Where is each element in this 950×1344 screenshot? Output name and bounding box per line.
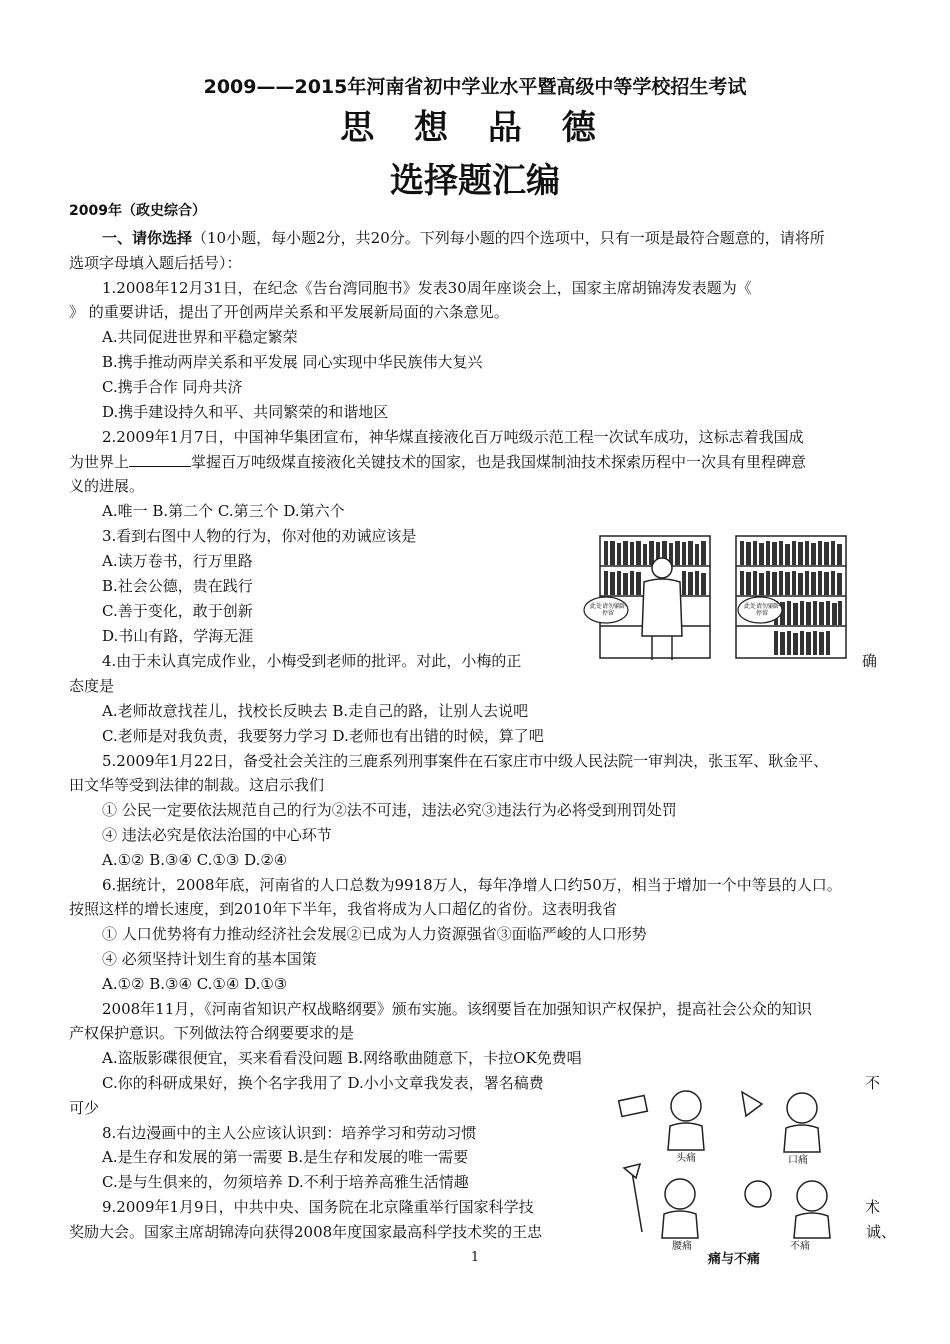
q2-stem: 2.2009年1月7日，中国神华集团宣布，神华煤直接液化百万吨级示范工程一次试车成功，这标志着我国成 xyxy=(102,428,804,446)
answer-blank xyxy=(129,452,191,467)
q6-stem: 6.据统计，2008年底，河南省的人口总数为9918万人，每年净增人口约50万，相当于增加一个中等县的人口。 xyxy=(102,876,842,894)
q2-stem-pre: 为世界上 xyxy=(69,453,130,471)
q6-items-b: ④ 必须坚持计划生育的基本国策 xyxy=(102,950,317,968)
q7-options-cd: C.你的科研成果好，换个名字我用了 D.小小文章我发表，署名稿费 xyxy=(102,1074,544,1092)
part-label: 一、请你选择 xyxy=(102,229,193,247)
part-instructions xyxy=(102,228,825,248)
q1-stem: 1.2008年12月31日，在纪念《告台湾同胞书》发表30周年座谈会上，国家主席胡锦涛发表题为《 xyxy=(102,279,752,297)
q9-stem: 9.2009年1月9日，中共中央、国务院在北京隆重举行国家科学技 xyxy=(102,1198,534,1216)
q2-stem-end: 义的进展。 xyxy=(69,477,145,495)
q1-option-a: A.共同促进世界和平稳定繁荣 xyxy=(102,328,298,346)
q7-stem-cont: 产权保护意识。下列做法符合纲要要求的是 xyxy=(69,1024,355,1042)
q3-option-b: B.社会公德，贵在践行 xyxy=(102,577,253,595)
q1-option-d: D.携手建设持久和平、共同繁荣的和谐地区 xyxy=(102,403,389,421)
part-instructions-text: （10小题，每小题2分，共20分。下列每小题的四个选项中，只有一项是最符合题意的，请将所 xyxy=(192,229,825,247)
q4-options-ab: A.老师故意找茬儿，找校长反映去 B.走自己的路，让别人去说吧 xyxy=(102,702,529,720)
q5-options: A.①② B.③④ C.①③ D.②④ xyxy=(102,851,288,869)
pain-cartoon xyxy=(612,1082,852,1270)
q9-stem-cont-tail: 诚、 xyxy=(866,1223,897,1241)
q7-options-tail: 不 xyxy=(865,1074,881,1092)
q2-stem-cont xyxy=(69,452,806,472)
cartoon-label-back: 腰痛 xyxy=(672,1241,692,1252)
subject-title: 思 想 品 德 xyxy=(340,108,610,148)
q5-items-a: ① 公民一定要依法规范自己的行为②法不可违，违法必究③违法行为必将受到刑罚处罚 xyxy=(102,801,677,819)
q3-option-c: C.善于变化，敢于创新 xyxy=(102,602,253,620)
cartoon-caption: 痛与不痛 xyxy=(708,1252,761,1267)
q8-stem: 8.右边漫画中的主人公应该认识到：培养学习和劳动习惯 xyxy=(102,1124,477,1142)
q1-option-c: C.携手合作 同舟共济 xyxy=(102,378,243,396)
q1-stem-cont: 》 的重要讲话，提出了开创两岸关系和平发展新局面的六条意见。 xyxy=(69,303,509,321)
part-instructions-cont: 选项字母填入题后括号）： xyxy=(69,254,242,272)
q7-options-ab: A.盗版影碟很便宜，买来看看没问题 B.网络歌曲随意下，卡拉OK免费唱 xyxy=(102,1049,582,1067)
q9-stem-cont: 奖励大会。国家主席胡锦涛向获得2008年度国家最高科学技术奖的王忠 xyxy=(69,1223,543,1241)
q5-stem: 5.2009年1月22日，备受社会关注的三鹿系列刑事案件在石家庄市中级人民法院一审判决，张玉军、耿金平、 xyxy=(102,752,829,770)
q4-stem: 4.由于未认真完成作业，小梅受到老师的批评。对此，小梅的正 xyxy=(102,652,522,670)
exam-title: 2009——2015年河南省初中学业水平暨高级中等学校招生考试 xyxy=(203,76,747,98)
q6-stem-cont: 按照这样的增长速度，到2010年下半年，我省将成为人口超亿的省份。这表明我省 xyxy=(69,900,618,918)
q9-stem-tail: 术 xyxy=(865,1198,881,1216)
q8-options-cd: C.是与生俱来的，勿须培养 D.不利于培养高雅生活情趣 xyxy=(102,1173,469,1191)
shelf-sign-right: 此处请勿躺卧停留 xyxy=(744,603,781,617)
year-heading: 2009年（政史综合） xyxy=(69,203,206,219)
q3-option-a: A.读万卷书，行万里路 xyxy=(102,552,253,570)
bookshelf-cartoon xyxy=(578,532,860,666)
q8-options-ab: A.是生存和发展的第一需要 B.是生存和发展的唯一需要 xyxy=(102,1148,469,1166)
q7-stem: 2008年11月，《河南省知识产权战略纲要》颁布实施。该纲要旨在加强知识产权保护，提高社会公众的知识 xyxy=(102,1000,812,1018)
q2-stem-post: 掌握百万吨级煤直接液化关键技术的国家，也是我国煤制油技术探索历程中一次具有里程碑意 xyxy=(191,453,807,471)
q4-stem-cont: 态度是 xyxy=(69,677,115,695)
page-number: 1 xyxy=(470,1250,480,1265)
q4-stem-tail: 确 xyxy=(862,652,878,670)
compilation-title: 选择题汇编 xyxy=(390,161,560,201)
q5-stem-cont: 田文华等受到法律的制裁。这启示我们 xyxy=(69,776,325,794)
q3-option-d: D.书山有路，学海无涯 xyxy=(102,627,254,645)
q2-options: A.唯一 B.第二个 C.第三个 D.第六个 xyxy=(102,502,345,520)
q1-option-b: B.携手推动两岸关系和平发展 同心实现中华民族伟大复兴 xyxy=(102,353,483,371)
q3-stem: 3.看到右图中人物的行为，你对他的劝诫应该是 xyxy=(102,527,417,545)
cartoon-label-head: 头痛 xyxy=(676,1153,696,1164)
cartoon-label-mouth: 口痛 xyxy=(788,1155,808,1166)
shelf-sign-left: 此处请勿躺卧停留 xyxy=(590,603,627,617)
q6-items-a: ① 人口优势将有力推动经济社会发展②已成为人力资源强省③面临严峻的人口形势 xyxy=(102,925,647,943)
q5-items-b: ④ 违法必究是依法治国的中心环节 xyxy=(102,826,332,844)
q4-options-cd: C.老师是对我负责，我要努力学习 D.老师也有出错的时候，算了吧 xyxy=(102,727,544,745)
q7-options-end: 可少 xyxy=(69,1099,100,1117)
q6-options: A.①② B.③④ C.①④ D.①③ xyxy=(102,975,288,993)
cartoon-label-none: 不痛 xyxy=(790,1241,810,1252)
